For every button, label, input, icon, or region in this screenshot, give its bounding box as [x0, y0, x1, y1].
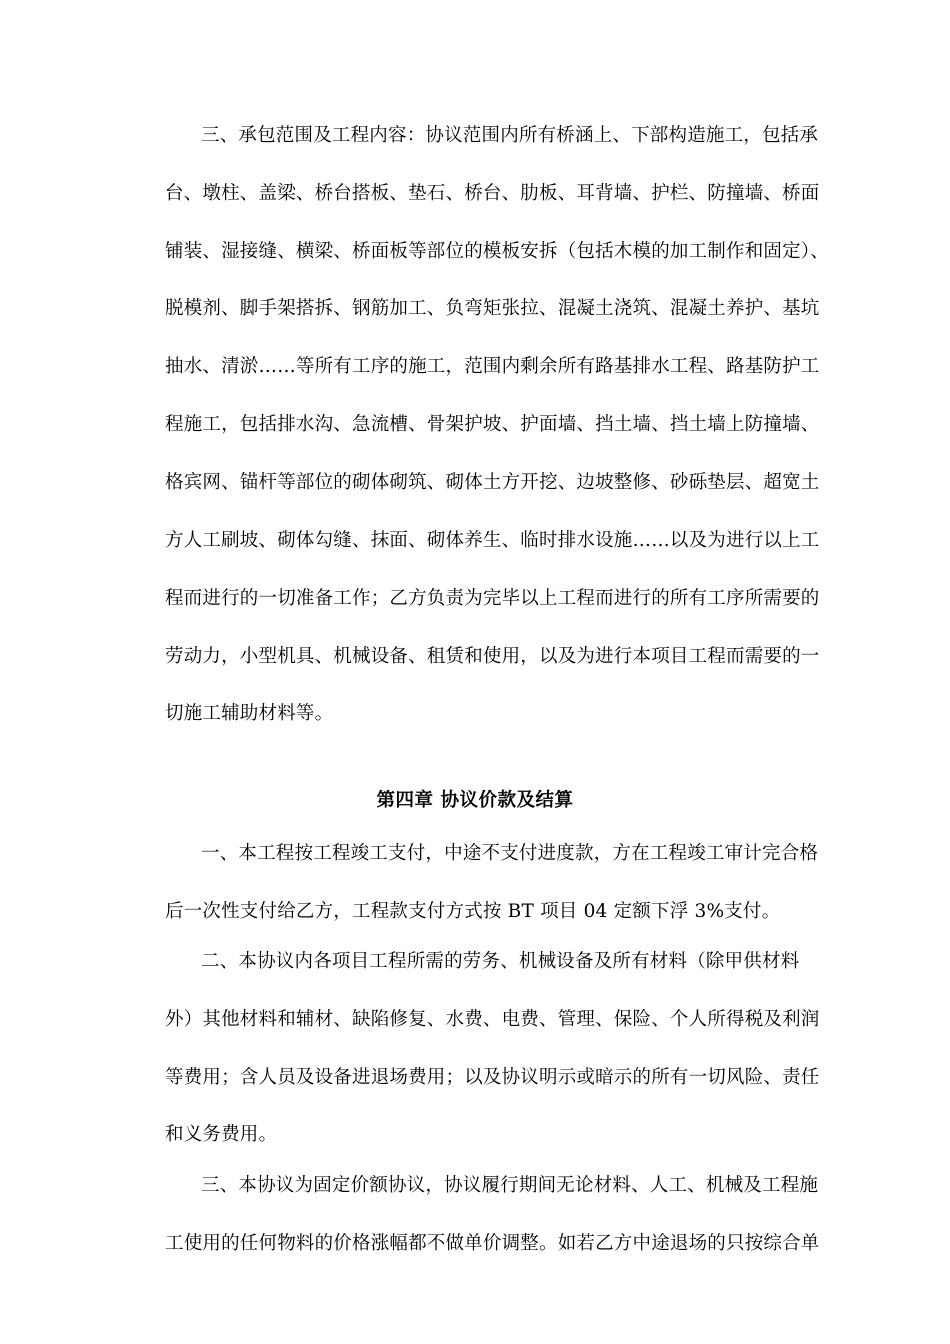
scope-line-9: 程而进行的一切准备工作；乙方负责为完毕以上工程而进行的所有工序所需要的	[165, 588, 820, 609]
scope-line-11: 切施工辅助材料等。	[165, 703, 334, 724]
price-line-2: 工使用的任何物料的价格涨幅都不做单价调整。如若乙方中途退场的只按综合单	[165, 1233, 820, 1254]
cost-line-3: 等费用；含人员及设备进退场费用；以及协议明示或暗示的所有一切风险、责任	[165, 1067, 820, 1088]
scope-line-10: 劳动力，小型机具、机械设备、租赁和使用，以及为进行本项目工程而需要的一	[165, 646, 820, 667]
scope-line-4: 脱模剂、脚手架搭拆、钢筋加工、负弯矩张拉、混凝土浇筑、混凝土养护、基坑	[165, 298, 820, 319]
payment-line-1: 一、本工程按工程竣工支付，中途不支付进度款，方在工程竣工审计完合格	[201, 843, 819, 864]
scope-line-8: 方人工刷坡、砌体勾缝、抹面、砌体养生、临时排水设施……以及为进行以上工	[165, 530, 820, 551]
scope-line-1: 三、承包范围及工程内容：协议范围内所有桥涵上、下部构造施工，包括承	[201, 125, 819, 146]
scope-line-5: 抽水、清淤……等所有工序的施工，范围内剩余所有路基排水工程、路基防护工	[165, 356, 820, 377]
cost-line-4: 和义务费用。	[165, 1124, 278, 1145]
scope-line-3: 铺装、湿接缝、横梁、桥面板等部位的模板安拆（包括木模的加工制作和固定）、	[165, 241, 829, 262]
cost-line-1: 二、本协议内各项目工程所需的劳务、机械设备及所有材料（除甲供材料	[201, 951, 800, 972]
scope-line-7: 格宾网、锚杆等部位的砌体砌筑、砌体土方开挖、边坡整修、砂砾垫层、超宽土	[165, 472, 820, 493]
payment-line-2: 后一次性支付给乙方，工程款支付方式按 BT 项目 04 定额下浮 3%支付。	[165, 901, 781, 922]
cost-line-2: 外）其他材料和辅材、缺陷修复、水费、电费、管理、保险、个人所得税及利润	[165, 1009, 820, 1030]
chapter-heading: 第四章 协议价款及结算	[376, 790, 574, 811]
price-line-1: 三、本协议为固定价额协议，协议履行期间无论材料、人工、机械及工程施	[201, 1175, 819, 1196]
scope-line-2: 台、墩柱、盖梁、桥台搭板、垫石、桥台、肋板、耳背墙、护栏、防撞墙、桥面	[165, 183, 820, 204]
scope-line-6: 程施工，包括排水沟、急流槽、骨架护坡、护面墙、挡土墙、挡土墙上防撞墙、	[165, 414, 820, 435]
